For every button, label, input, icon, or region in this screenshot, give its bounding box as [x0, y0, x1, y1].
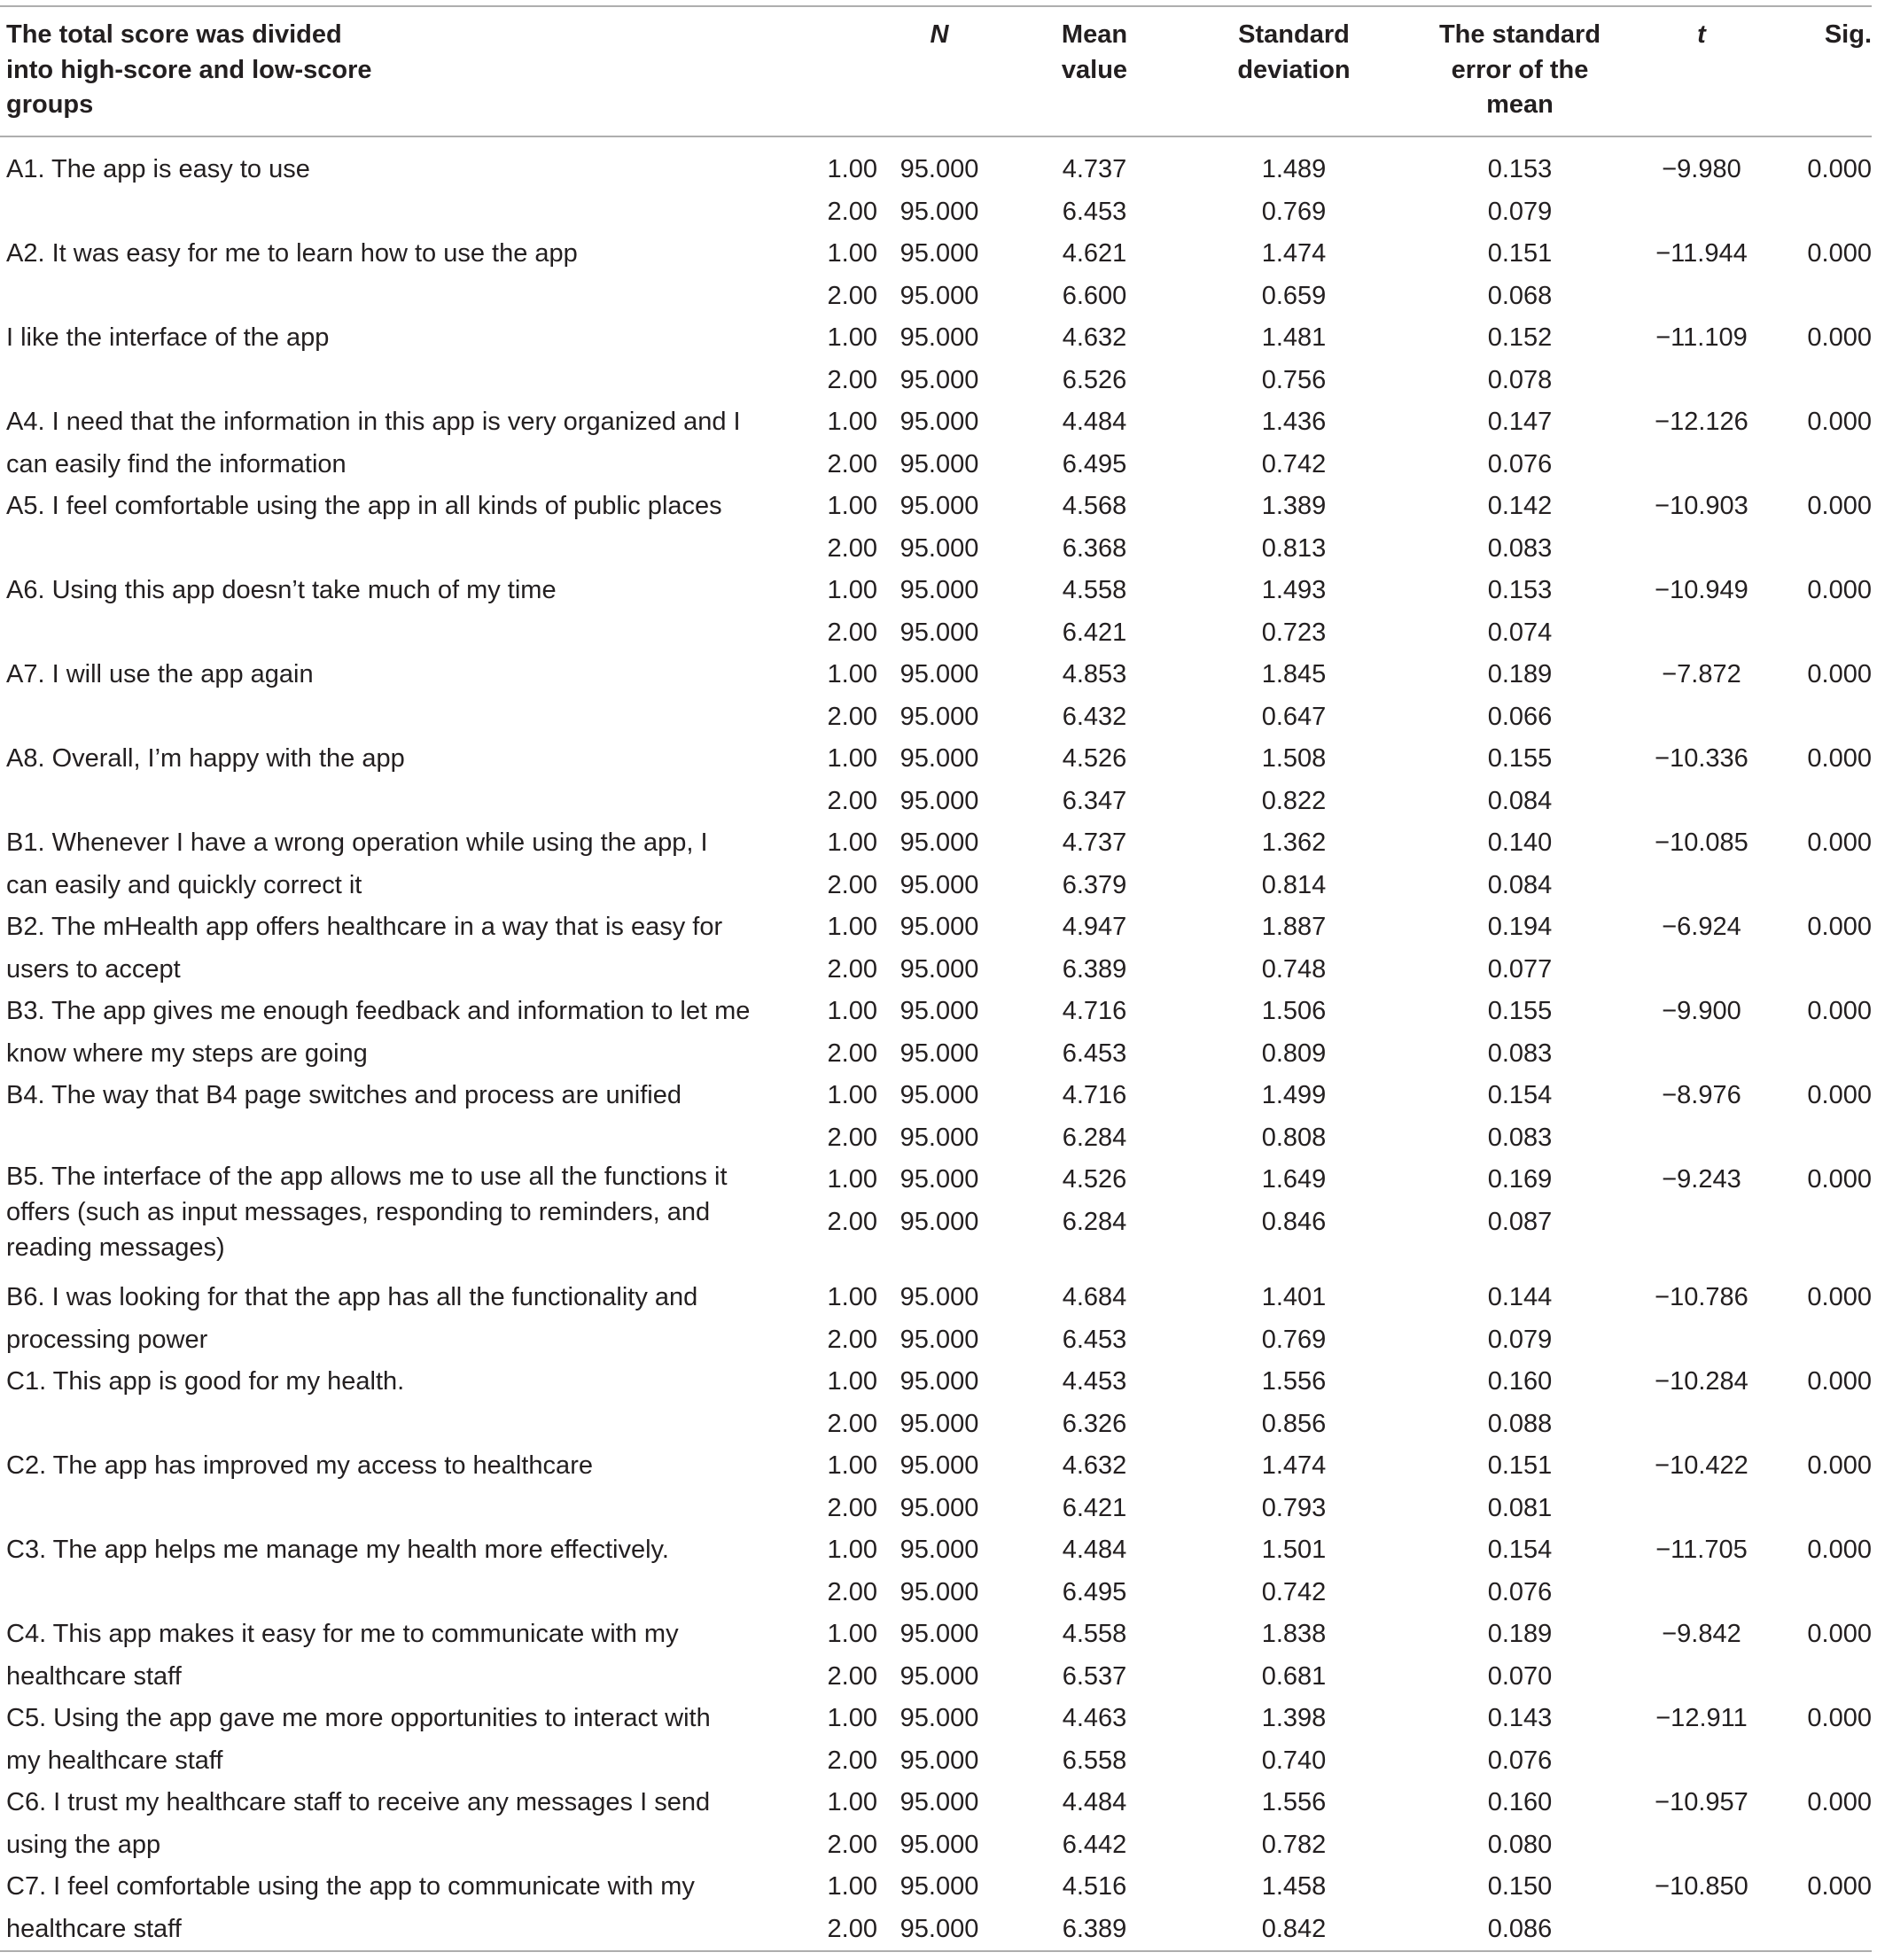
item-label: A8. Overall, I’m happy with the app [6, 744, 405, 773]
sd-cell: 1.887 [1261, 913, 1327, 941]
se-cell: 0.066 [1487, 702, 1553, 731]
group-code: 1.00 [827, 1367, 877, 1396]
se-cell: 0.084 [1487, 870, 1553, 899]
mean-cell: 4.737 [1062, 828, 1127, 857]
t-cell: −10.336 [1655, 744, 1748, 773]
sig-cell: 0.000 [1807, 1081, 1872, 1109]
group-code: 2.00 [827, 1914, 877, 1943]
group-code: 2.00 [827, 281, 877, 310]
group-code: 2.00 [827, 1325, 877, 1354]
group-code: 2.00 [827, 449, 877, 478]
item-label: I like the interface of the app [6, 323, 330, 352]
mean-cell: 6.284 [1062, 1207, 1127, 1236]
sig-cell: 0.000 [1807, 1704, 1872, 1732]
n-cell: 95.000 [900, 828, 979, 857]
n-cell: 95.000 [900, 1038, 979, 1068]
n-cell: 95.000 [900, 1746, 979, 1775]
se-cell: 0.153 [1487, 576, 1553, 604]
mean-cell: 6.537 [1062, 1661, 1127, 1691]
t-cell: −9.980 [1662, 155, 1741, 183]
sig-cell: 0.000 [1807, 408, 1872, 436]
n-cell: 95.000 [900, 744, 979, 773]
sig-cell: 0.000 [1807, 323, 1872, 352]
sd-cell: 0.748 [1261, 954, 1327, 984]
n-cell: 95.000 [900, 1325, 979, 1354]
group-code: 2.00 [827, 1038, 877, 1068]
se-cell: 0.140 [1487, 828, 1553, 857]
sd-cell: 0.740 [1261, 1746, 1327, 1775]
t-cell: −12.911 [1655, 1704, 1748, 1732]
mean-cell: 4.484 [1062, 1536, 1127, 1564]
sd-cell: 0.769 [1261, 197, 1327, 226]
se-cell: 0.070 [1487, 1661, 1553, 1691]
n-cell: 95.000 [900, 1788, 979, 1816]
se-cell: 0.155 [1487, 744, 1553, 773]
table-bottom-rule [0, 1950, 1872, 1952]
item-label: B2. The mHealth app offers healthcare in a way that is easy for users to accept [6, 913, 723, 984]
t-cell: −10.957 [1655, 1788, 1748, 1816]
mean-cell: 4.484 [1062, 1788, 1127, 1816]
se-cell: 0.081 [1487, 1493, 1553, 1522]
group-code: 2.00 [827, 702, 877, 731]
n-cell: 95.000 [900, 533, 979, 563]
sd-cell: 0.842 [1261, 1914, 1327, 1943]
group-code: 1.00 [827, 1620, 877, 1648]
group-code: 1.00 [827, 997, 877, 1025]
sd-cell: 1.401 [1261, 1283, 1327, 1311]
mean-cell: 6.389 [1062, 1914, 1127, 1943]
n-cell: 95.000 [900, 1536, 979, 1564]
sig-cell: 0.000 [1807, 828, 1872, 857]
group-code: 2.00 [827, 1830, 877, 1859]
t-cell: −10.903 [1655, 492, 1748, 520]
t-cell: −8.976 [1662, 1081, 1741, 1109]
sd-cell: 0.769 [1261, 1325, 1327, 1354]
header-t: t [1697, 20, 1706, 49]
group-code: 1.00 [827, 239, 877, 268]
sig-cell: 0.000 [1807, 492, 1872, 520]
sig-cell: 0.000 [1807, 1536, 1872, 1564]
n-cell: 95.000 [900, 155, 979, 183]
group-code: 2.00 [827, 1123, 877, 1152]
mean-cell: 4.484 [1062, 408, 1127, 436]
group-code: 2.00 [827, 618, 877, 647]
n-cell: 95.000 [900, 1914, 979, 1943]
n-cell: 95.000 [900, 1661, 979, 1691]
item-label: C5. Using the app gave me more opportunities to interact with my healthcare staff [6, 1704, 711, 1775]
n-cell: 95.000 [900, 197, 979, 226]
group-code: 2.00 [827, 870, 877, 899]
sd-cell: 0.793 [1261, 1493, 1327, 1522]
n-cell: 95.000 [900, 1207, 979, 1236]
sig-cell: 0.000 [1807, 660, 1872, 688]
mean-cell: 6.421 [1062, 618, 1127, 647]
sd-cell: 0.808 [1261, 1123, 1327, 1152]
sd-cell: 0.846 [1261, 1207, 1327, 1236]
item-label: C4. This app makes it easy for me to communicate with my healthcare staff [6, 1620, 679, 1691]
sd-cell: 1.499 [1261, 1081, 1327, 1109]
mean-cell: 6.495 [1062, 1577, 1127, 1606]
group-code: 2.00 [827, 1207, 877, 1236]
mean-cell: 6.389 [1062, 954, 1127, 984]
n-cell: 95.000 [900, 1620, 979, 1648]
t-cell: −11.705 [1655, 1536, 1748, 1564]
n-cell: 95.000 [900, 1367, 979, 1396]
group-code: 1.00 [827, 1283, 877, 1311]
se-cell: 0.077 [1487, 954, 1553, 984]
group-code: 1.00 [827, 744, 877, 773]
se-cell: 0.080 [1487, 1830, 1553, 1859]
sd-cell: 1.501 [1261, 1536, 1327, 1564]
sd-cell: 0.681 [1261, 1661, 1327, 1691]
mean-cell: 6.421 [1062, 1493, 1127, 1522]
sd-cell: 0.782 [1261, 1830, 1327, 1859]
mean-cell: 6.326 [1062, 1409, 1127, 1438]
sd-cell: 1.649 [1261, 1165, 1327, 1194]
n-cell: 95.000 [900, 239, 979, 268]
mean-cell: 4.853 [1062, 660, 1127, 688]
group-code: 2.00 [827, 1409, 877, 1438]
se-cell: 0.154 [1487, 1081, 1553, 1109]
mean-cell: 6.442 [1062, 1830, 1127, 1859]
mean-cell: 4.737 [1062, 155, 1127, 183]
sd-cell: 1.458 [1261, 1872, 1327, 1901]
header-standard-deviation: Standard deviation [1237, 20, 1351, 84]
item-label: B5. The interface of the app allows me to use all the functions it offers (such as input messages, responding to reminders, and reading messages) [6, 1163, 728, 1262]
se-cell: 0.143 [1487, 1704, 1553, 1732]
n-cell: 95.000 [900, 1165, 979, 1194]
n-cell: 95.000 [900, 954, 979, 984]
sig-cell: 0.000 [1807, 1451, 1872, 1480]
sig-cell: 0.000 [1807, 997, 1872, 1025]
sd-cell: 1.474 [1261, 1451, 1327, 1480]
sd-cell: 0.756 [1261, 365, 1327, 394]
sd-cell: 1.508 [1261, 744, 1327, 773]
n-cell: 95.000 [900, 618, 979, 647]
item-label: A2. It was easy for me to learn how to use the app [6, 239, 578, 268]
t-cell: −12.126 [1655, 408, 1748, 436]
mean-cell: 6.432 [1062, 702, 1127, 731]
sd-cell: 1.489 [1261, 155, 1327, 183]
header-standard-error: The standard error of the mean [1438, 20, 1601, 119]
mean-cell: 4.558 [1062, 1620, 1127, 1648]
se-cell: 0.076 [1487, 1746, 1553, 1775]
se-cell: 0.189 [1487, 660, 1553, 688]
group-code: 2.00 [827, 1577, 877, 1606]
sig-cell: 0.000 [1807, 1620, 1872, 1648]
se-cell: 0.083 [1487, 1123, 1553, 1152]
sig-cell: 0.000 [1807, 155, 1872, 183]
sig-cell: 0.000 [1807, 576, 1872, 604]
n-cell: 95.000 [900, 408, 979, 436]
mean-cell: 4.463 [1062, 1704, 1127, 1732]
header-grouping: The total score was divided into high-score and low-score groups [6, 20, 372, 119]
sd-cell: 1.398 [1261, 1704, 1327, 1732]
sd-cell: 1.362 [1261, 828, 1327, 857]
se-cell: 0.189 [1487, 1620, 1553, 1648]
group-code: 2.00 [827, 533, 877, 563]
mean-cell: 4.716 [1062, 997, 1127, 1025]
item-label: B3. The app gives me enough feedback and information to let me know where my steps are going [6, 997, 751, 1068]
item-label: A6. Using this app doesn’t take much of my time [6, 576, 557, 604]
sig-cell: 0.000 [1807, 239, 1872, 268]
mean-cell: 4.558 [1062, 576, 1127, 604]
n-cell: 95.000 [900, 323, 979, 352]
item-label: C7. I feel comfortable using the app to communicate with my healthcare staff [6, 1872, 695, 1943]
mean-cell: 6.453 [1062, 197, 1127, 226]
n-cell: 95.000 [900, 1081, 979, 1109]
group-code: 1.00 [827, 1081, 877, 1109]
sd-cell: 1.474 [1261, 239, 1327, 268]
se-cell: 0.078 [1487, 365, 1553, 394]
group-code: 1.00 [827, 913, 877, 941]
group-code: 2.00 [827, 365, 877, 394]
n-cell: 95.000 [900, 492, 979, 520]
n-cell: 95.000 [900, 1409, 979, 1438]
sd-cell: 0.814 [1261, 870, 1327, 899]
group-code: 1.00 [827, 1165, 877, 1194]
sd-cell: 0.742 [1261, 1577, 1327, 1606]
se-cell: 0.084 [1487, 786, 1553, 815]
t-cell: −9.842 [1662, 1620, 1741, 1648]
t-cell: −10.284 [1655, 1367, 1748, 1396]
group-code: 2.00 [827, 954, 877, 984]
item-label: B6. I was looking for that the app has all the functionality and processing power [6, 1283, 698, 1354]
group-code: 2.00 [827, 786, 877, 815]
t-cell: −10.850 [1655, 1872, 1748, 1901]
sig-cell: 0.000 [1807, 744, 1872, 773]
se-cell: 0.142 [1487, 492, 1553, 520]
mean-cell: 4.947 [1062, 913, 1127, 941]
se-cell: 0.153 [1487, 155, 1553, 183]
se-cell: 0.194 [1487, 913, 1553, 941]
group-code: 1.00 [827, 1872, 877, 1901]
group-code: 2.00 [827, 1493, 877, 1522]
header-sig: Sig. [1824, 20, 1872, 49]
mean-cell: 4.632 [1062, 1451, 1127, 1480]
mean-cell: 6.347 [1062, 786, 1127, 815]
item-label: A5. I feel comfortable using the app in all kinds of public places [6, 492, 722, 520]
t-cell: −11.944 [1655, 239, 1748, 268]
sd-cell: 1.845 [1261, 660, 1327, 688]
mean-cell: 6.368 [1062, 533, 1127, 563]
n-cell: 95.000 [900, 786, 979, 815]
n-cell: 95.000 [900, 1283, 979, 1311]
table-top-rule [0, 5, 1872, 7]
sd-cell: 1.506 [1261, 997, 1327, 1025]
t-cell: −10.786 [1655, 1283, 1748, 1311]
sig-cell: 0.000 [1807, 1283, 1872, 1311]
n-cell: 95.000 [900, 1451, 979, 1480]
mean-cell: 6.526 [1062, 365, 1127, 394]
sd-cell: 1.493 [1261, 576, 1327, 604]
se-cell: 0.083 [1487, 1038, 1553, 1068]
n-cell: 95.000 [900, 1577, 979, 1606]
n-cell: 95.000 [900, 702, 979, 731]
n-cell: 95.000 [900, 660, 979, 688]
sig-cell: 0.000 [1807, 913, 1872, 941]
group-code: 1.00 [827, 1788, 877, 1816]
n-cell: 95.000 [900, 449, 979, 478]
t-cell: −9.243 [1662, 1165, 1741, 1194]
se-cell: 0.079 [1487, 1325, 1553, 1354]
mean-cell: 6.379 [1062, 870, 1127, 899]
t-cell: −9.900 [1662, 997, 1741, 1025]
mean-cell: 4.716 [1062, 1081, 1127, 1109]
n-cell: 95.000 [900, 1493, 979, 1522]
se-cell: 0.088 [1487, 1409, 1553, 1438]
item-label: A7. I will use the app again [6, 660, 314, 688]
n-cell: 95.000 [900, 576, 979, 604]
header-rule [0, 136, 1872, 137]
group-code: 2.00 [827, 197, 877, 226]
se-cell: 0.079 [1487, 197, 1553, 226]
sd-cell: 1.436 [1261, 408, 1327, 436]
n-cell: 95.000 [900, 997, 979, 1025]
sd-cell: 1.556 [1261, 1367, 1327, 1396]
mean-cell: 6.495 [1062, 449, 1127, 478]
sd-cell: 1.838 [1261, 1620, 1327, 1648]
mean-cell: 6.558 [1062, 1746, 1127, 1775]
group-code: 1.00 [827, 1704, 877, 1732]
sd-cell: 0.813 [1261, 533, 1327, 563]
sd-cell: 0.659 [1261, 281, 1327, 310]
sd-cell: 0.742 [1261, 449, 1327, 478]
mean-cell: 4.632 [1062, 323, 1127, 352]
se-cell: 0.152 [1487, 323, 1553, 352]
n-cell: 95.000 [900, 870, 979, 899]
mean-cell: 6.453 [1062, 1325, 1127, 1354]
group-code: 1.00 [827, 492, 877, 520]
group-code: 1.00 [827, 828, 877, 857]
n-cell: 95.000 [900, 913, 979, 941]
se-cell: 0.169 [1487, 1165, 1553, 1194]
se-cell: 0.160 [1487, 1788, 1553, 1816]
item-label: A4. I need that the information in this app is very organized and I can easily find the information [6, 408, 741, 478]
group-code: 2.00 [827, 1661, 877, 1691]
mean-cell: 4.526 [1062, 744, 1127, 773]
sd-cell: 0.822 [1261, 786, 1327, 815]
se-cell: 0.074 [1487, 618, 1553, 647]
mean-cell: 4.526 [1062, 1165, 1127, 1194]
t-cell: −11.109 [1655, 323, 1748, 352]
group-code: 1.00 [827, 408, 877, 436]
mean-cell: 6.284 [1062, 1123, 1127, 1152]
sd-cell: 0.809 [1261, 1038, 1327, 1068]
mean-cell: 4.453 [1062, 1367, 1127, 1396]
sd-cell: 0.647 [1261, 702, 1327, 731]
se-cell: 0.147 [1487, 408, 1553, 436]
sd-cell: 1.481 [1261, 323, 1327, 352]
n-cell: 95.000 [900, 365, 979, 394]
item-label: C2. The app has improved my access to healthcare [6, 1451, 593, 1480]
sig-cell: 0.000 [1807, 1367, 1872, 1396]
group-code: 1.00 [827, 1451, 877, 1480]
mean-cell: 4.568 [1062, 492, 1127, 520]
mean-cell: 6.453 [1062, 1038, 1127, 1068]
item-label: C6. I trust my healthcare staff to receive any messages I send using the app [6, 1788, 711, 1859]
item-label: B4. The way that B4 page switches and process are unified [6, 1081, 681, 1109]
n-cell: 95.000 [900, 281, 979, 310]
item-label: C3. The app helps me manage my health more effectively. [6, 1536, 669, 1564]
item-label: A1. The app is easy to use [6, 155, 310, 183]
sig-cell: 0.000 [1807, 1165, 1872, 1194]
n-cell: 95.000 [900, 1872, 979, 1901]
t-cell: −7.872 [1662, 660, 1741, 688]
mean-cell: 6.600 [1062, 281, 1127, 310]
sig-cell: 0.000 [1807, 1788, 1872, 1816]
t-cell: −10.422 [1655, 1451, 1748, 1480]
n-cell: 95.000 [900, 1704, 979, 1732]
se-cell: 0.144 [1487, 1283, 1553, 1311]
n-cell: 95.000 [900, 1123, 979, 1152]
se-cell: 0.068 [1487, 281, 1553, 310]
header-mean-value: Mean value [1061, 20, 1128, 84]
se-cell: 0.151 [1487, 1451, 1553, 1480]
se-cell: 0.076 [1487, 1577, 1553, 1606]
n-cell: 95.000 [900, 1830, 979, 1859]
group-code: 2.00 [827, 1746, 877, 1775]
se-cell: 0.076 [1487, 449, 1553, 478]
se-cell: 0.151 [1487, 239, 1553, 268]
se-cell: 0.154 [1487, 1536, 1553, 1564]
se-cell: 0.160 [1487, 1367, 1553, 1396]
se-cell: 0.086 [1487, 1914, 1553, 1943]
sig-cell: 0.000 [1807, 1872, 1872, 1901]
t-cell: −10.949 [1655, 576, 1748, 604]
sd-cell: 1.389 [1261, 492, 1327, 520]
group-code: 1.00 [827, 155, 877, 183]
se-cell: 0.087 [1487, 1207, 1553, 1236]
se-cell: 0.083 [1487, 533, 1553, 563]
sd-cell: 0.723 [1261, 618, 1327, 647]
group-code: 1.00 [827, 323, 877, 352]
group-code: 1.00 [827, 576, 877, 604]
sd-cell: 0.856 [1261, 1409, 1327, 1438]
item-label: C1. This app is good for my health. [6, 1367, 405, 1396]
mean-cell: 4.516 [1062, 1872, 1127, 1901]
mean-cell: 4.621 [1062, 239, 1127, 268]
t-cell: −10.085 [1655, 828, 1748, 857]
item-label: B1. Whenever I have a wrong operation while using the app, I can easily and quickly correct it [6, 828, 708, 899]
mean-cell: 4.684 [1062, 1283, 1127, 1311]
se-cell: 0.155 [1487, 997, 1553, 1025]
header-n: N [930, 20, 949, 49]
se-cell: 0.150 [1487, 1872, 1553, 1901]
t-cell: −6.924 [1662, 913, 1741, 941]
group-code: 1.00 [827, 660, 877, 688]
sd-cell: 1.556 [1261, 1788, 1327, 1816]
group-code: 1.00 [827, 1536, 877, 1564]
